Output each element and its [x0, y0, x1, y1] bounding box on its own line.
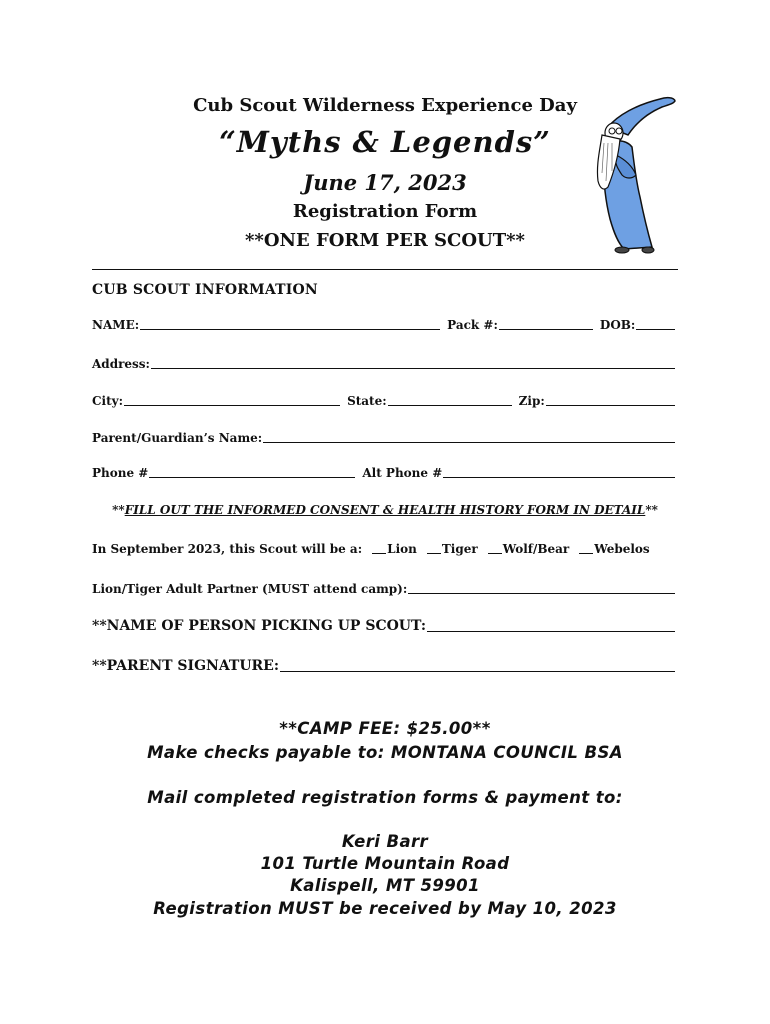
rank-lion-checkbox[interactable]	[372, 553, 386, 554]
phone-field[interactable]	[149, 467, 355, 478]
signature-label: **PARENT SIGNATURE:	[92, 658, 280, 674]
rank-question: In September 2023, this Scout will be a:	[92, 542, 363, 556]
row-phone	[92, 466, 676, 480]
recipient-street: 101 Turtle Mountain Road	[260, 854, 510, 873]
pickup-label: **NAME OF PERSON PICKING UP SCOUT:	[92, 618, 427, 634]
rank-row	[92, 542, 650, 556]
zip-label: Zip:	[518, 394, 545, 408]
partner-field[interactable]	[408, 583, 675, 594]
camp-fee: **CAMP FEE: $25.00**	[279, 719, 491, 738]
consent-note	[0, 503, 770, 517]
row-signature	[92, 658, 676, 674]
form-note: **ONE FORM PER SCOUT**	[245, 230, 525, 251]
mail-instructions: Mail completed registration forms & payment to:	[147, 788, 623, 807]
dob-field[interactable]	[636, 319, 675, 330]
rank-wolfbear-checkbox[interactable]	[488, 553, 502, 554]
row-partner	[92, 582, 676, 596]
city-field[interactable]	[124, 395, 340, 406]
parent-label: Parent/Guardian’s Name:	[92, 431, 263, 445]
checks-payable: Make checks payable to: MONTANA COUNCIL BSA	[147, 743, 623, 762]
rank-tiger-checkbox[interactable]	[427, 553, 441, 554]
state-label: State:	[347, 394, 387, 408]
row-name	[92, 318, 676, 332]
signature-field[interactable]	[280, 659, 675, 672]
consent-suffix: **	[645, 503, 658, 517]
recipient-city: Kalispell, MT 59901	[290, 876, 480, 895]
form-title: Registration Form	[292, 201, 478, 222]
section-title: CUB SCOUT INFORMATION	[92, 282, 318, 298]
name-label: NAME:	[92, 318, 140, 332]
parent-field[interactable]	[263, 432, 675, 443]
consent-prefix: **	[112, 503, 125, 517]
partner-label: Lion/Tiger Adult Partner (MUST attend camp):	[92, 582, 408, 596]
alt-phone-label: Alt Phone #	[362, 466, 443, 480]
alt-phone-field[interactable]	[443, 467, 675, 478]
event-theme: “Myths & Legends”	[219, 125, 551, 159]
phone-label: Phone #	[92, 466, 149, 480]
header-divider	[92, 269, 678, 270]
name-field[interactable]	[140, 319, 440, 330]
dob-label: DOB:	[599, 318, 636, 332]
row-address	[92, 357, 676, 371]
row-pickup	[92, 618, 676, 634]
wizard-illustration	[556, 93, 678, 255]
address-label: Address:	[92, 357, 150, 371]
row-city	[92, 394, 676, 408]
pack-label: Pack #:	[447, 318, 498, 332]
recipient-name: Keri Barr	[341, 832, 429, 851]
consent-text: FILL OUT THE INFORMED CONSENT & HEALTH HISTORY FORM IN DETAIL	[124, 503, 646, 517]
event-date: June 17, 2023	[303, 170, 467, 195]
address-field[interactable]	[151, 358, 675, 369]
city-label: City:	[92, 394, 124, 408]
pack-field[interactable]	[499, 319, 593, 330]
zip-field[interactable]	[546, 395, 675, 406]
event-title: Cub Scout Wilderness Experience Day	[193, 95, 577, 116]
rank-option-lion: Lion	[387, 542, 417, 556]
row-parent	[92, 431, 676, 445]
rank-option-wolf-bear: Wolf/Bear	[502, 542, 570, 556]
rank-webelos-checkbox[interactable]	[579, 553, 593, 554]
rank-option-webelos: Webelos	[594, 542, 650, 556]
registration-deadline: Registration MUST be received by May 10, 2023	[153, 899, 617, 918]
state-field[interactable]	[388, 395, 512, 406]
rank-option-tiger: Tiger	[441, 542, 478, 556]
pickup-field[interactable]	[427, 619, 675, 632]
